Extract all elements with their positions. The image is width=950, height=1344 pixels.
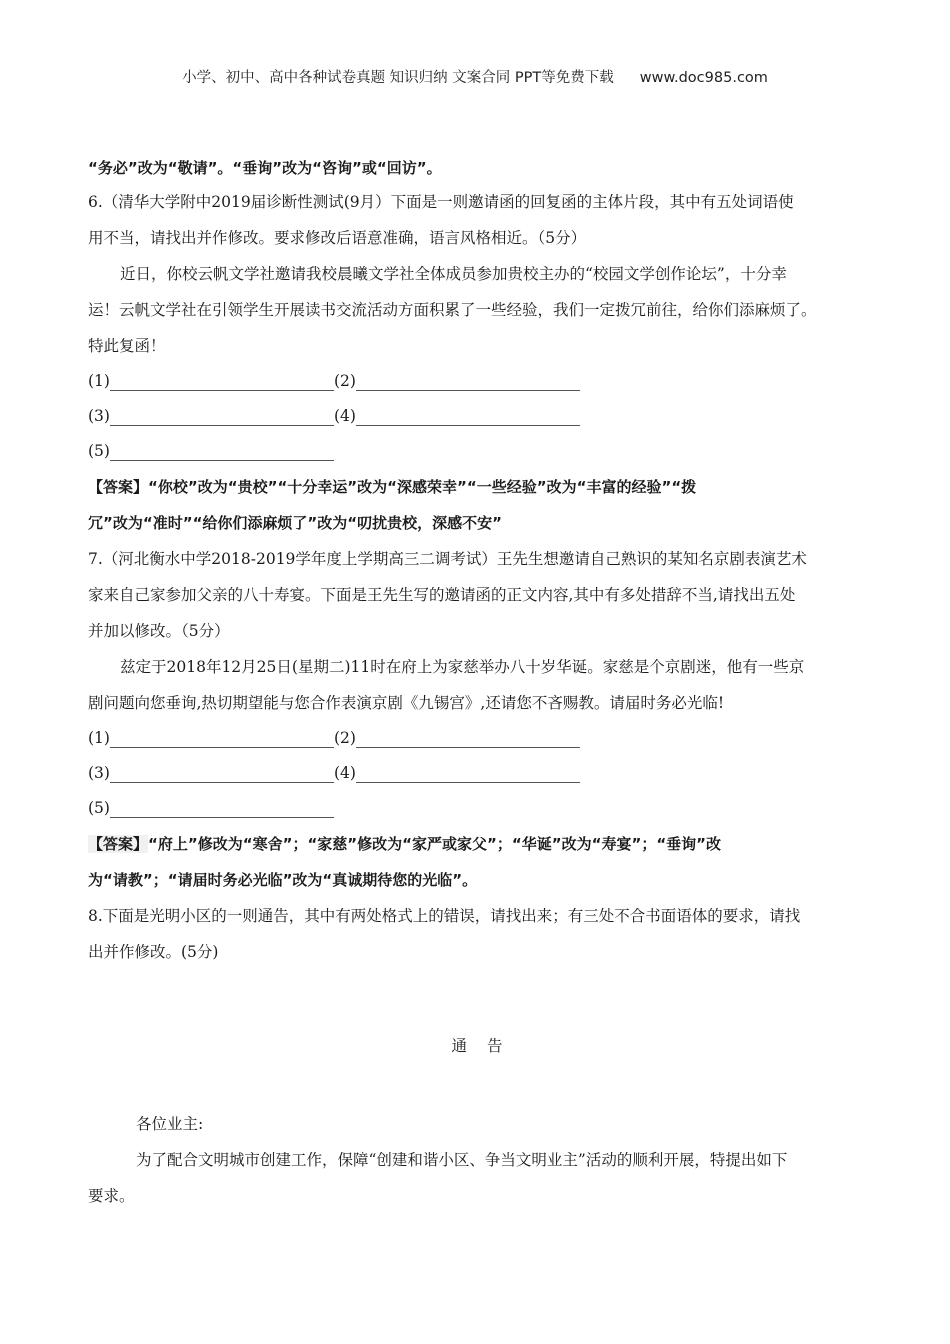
answer-line[interactable] (110, 438, 334, 461)
notice-title: 通告 (451, 1037, 523, 1055)
notice-salutation: 各位业主: (136, 1115, 204, 1133)
header-text: 小学、初中、高中各种试卷真题 知识归纳 文案合同 PPT等免费下载 (182, 70, 614, 86)
q6-answer-line-1 (88, 469, 866, 505)
answer-line[interactable] (110, 725, 334, 748)
q7-answer-text-1: “府上”修改为“寒舍”；“家慈”修改为“家严或家父”；“华诞”改为“寿宴”；“垂询”改 (148, 835, 722, 853)
q6-answer-line-2: 冗”改为“准时”“给你们添麻烦了”改为“叨扰贵校，深感不安” (88, 514, 503, 532)
q7-blank-1[interactable] (88, 721, 334, 756)
q6-blank-row-3 (88, 434, 866, 469)
answer-line[interactable] (356, 403, 580, 426)
answer-line[interactable] (110, 368, 334, 391)
blank-number: (3) (88, 407, 110, 425)
q8-stem-line-1: 8.下面是光明小区的一则通告，其中有两处格式上的错误，请找出来；有三处不合书面语体的要求，请找 (88, 907, 801, 925)
answer-label: 【答案】 (88, 478, 149, 496)
answer-line[interactable] (356, 760, 580, 783)
question-8 (88, 898, 866, 1214)
blank-number: (1) (88, 372, 110, 390)
q6-blank-row-1 (88, 364, 866, 399)
q6-passage-line-2: 运！云帆文学社在引领学生开展读书交流活动方面积累了一些经验，我们一定拨冗前往，给你们添麻烦了。 (88, 301, 817, 319)
blank-number: (1) (88, 729, 110, 747)
q7-blank-3[interactable] (88, 756, 334, 791)
blank-number: (4) (333, 764, 356, 782)
answer-line[interactable] (110, 403, 334, 426)
q7-blank-row-3 (88, 791, 866, 826)
q7-blank-row-1 (88, 721, 866, 756)
answer-line[interactable] (110, 760, 334, 783)
notice-body-line-2: 要求。 (88, 1187, 135, 1205)
notice-body-line-1: 为了配合文明城市创建工作，保障“创建和谐小区、争当文明业主”活动的顺利开展，特提出如下 (136, 1151, 788, 1169)
document-body (88, 152, 866, 1214)
answer-line[interactable] (356, 368, 580, 391)
q7-blank-5[interactable] (88, 791, 334, 826)
answer-line[interactable] (356, 725, 580, 748)
q6-blank-3[interactable] (88, 399, 334, 434)
q7-blank-row-2 (88, 756, 866, 791)
question-6 (88, 184, 866, 541)
q7-passage-line-2: 剧问题向您垂询,热切期望能与您合作表演京剧《九锡宫》,还请您不吝赐教。请届时务必光临! (88, 694, 725, 712)
blank-number: (5) (88, 442, 110, 460)
answer-label: 【答案】 (88, 835, 149, 853)
blank-number: (5) (88, 799, 110, 817)
q7-blank-2[interactable] (334, 721, 580, 756)
answer-line[interactable] (110, 795, 334, 818)
q6-answer-text-1: “你校”改为“贵校”“十分幸运”改为“深感荣幸”“一些经验”改为“丰富的经验”“拨 (148, 478, 697, 496)
q6-blank-1[interactable] (88, 364, 334, 399)
blank-number: (2) (333, 729, 356, 747)
q6-passage-line-1: 近日，你校云帆文学社邀请我校晨曦文学社全体成员参加贵校主办的“校园文学创作论坛”，十分幸 (120, 265, 787, 283)
q7-stem-line-3: 并加以修改。（5分） (88, 622, 230, 640)
q6-passage-line-3: 特此复函！ (88, 337, 166, 355)
blank-number: (3) (88, 764, 110, 782)
page-header (0, 66, 950, 87)
q7-answer-line-2: 为“请教”；“请届时务必光临”改为“真诚期待您的光临”。 (88, 871, 478, 889)
header-site-link[interactable]: www.doc985.com (639, 70, 768, 86)
blank-number: (2) (333, 372, 356, 390)
previous-answer: “务必”改为“敬请”。“垂询”改为“咨询”或“回访”。 (88, 159, 442, 177)
q7-passage-line-1: 兹定于2018年12月25日(星期二)11时在府上为家慈举办八十岁华诞。家慈是个京剧迷，他有一些京 (120, 658, 805, 676)
blank-number: (4) (333, 407, 356, 425)
q6-blank-5[interactable] (88, 434, 334, 469)
q7-stem-line-1: 7.（河北衡水中学2018-2019学年度上学期高三二调考试）王先生想邀请自己熟识的某知名京剧表演艺术 (88, 550, 807, 568)
q6-blank-4[interactable] (334, 399, 580, 434)
q7-blank-4[interactable] (334, 756, 580, 791)
q6-stem-line-2: 用不当，请找出并作修改。要求修改后语意准确，语言风格相近。（5分） (88, 229, 587, 247)
q7-stem-line-2: 家来自己家参加父亲的八十寿宴。下面是王先生写的邀请函的正文内容,其中有多处措辞不当,请找出五处 (88, 586, 796, 604)
q6-blank-row-2 (88, 399, 866, 434)
question-7 (88, 541, 866, 898)
q6-stem-line-1: 6.（清华大学附中2019届诊断性测试(9月）下面是一则邀请函的回复函的主体片段，其中有五处词语使 (88, 193, 794, 211)
q8-stem-line-2: 出并作修改。(5分) (88, 943, 219, 961)
q6-blank-2[interactable] (334, 364, 580, 399)
q7-answer-line-1 (88, 826, 866, 862)
